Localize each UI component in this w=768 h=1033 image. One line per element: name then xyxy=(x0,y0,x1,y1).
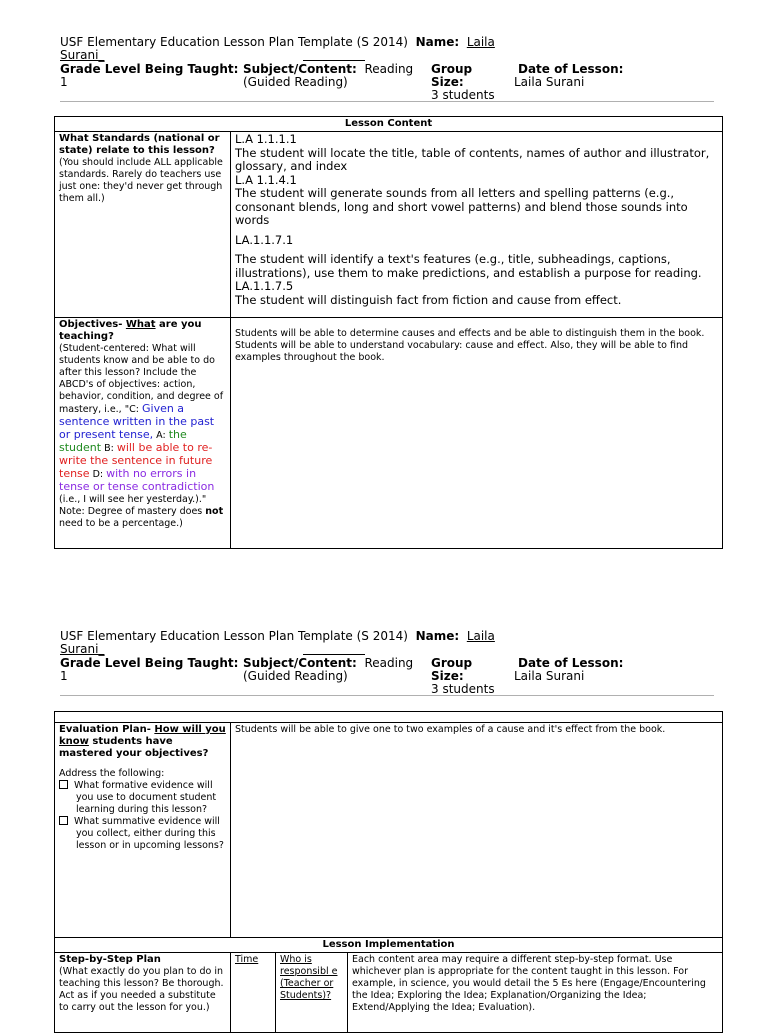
template-title: USF Elementary Education Lesson Plan Template (S 2014) Name: Laila xyxy=(60,35,495,49)
name-underline xyxy=(303,654,365,655)
template-title: USF Elementary Education Lesson Plan Template (S 2014) Name: Laila xyxy=(60,629,495,643)
date-of-lesson: Date of Lesson: Laila Surani xyxy=(514,656,624,683)
header-rule xyxy=(60,695,714,696)
group-size: Group Size: 3 students xyxy=(431,62,495,102)
step-text-cell: Each content area may require a different step-by-step format. Use whichever plan is appropriate for the content taught in this lesson. For example, in science, you would detail the 5 Es here (Engage/Encountering the Idea; Exploring the Idea; Explanation/Organizing the Idea; Extend/Applying the Idea; Evaluation). xyxy=(348,953,723,1033)
lesson-content-heading: Lesson Content xyxy=(55,117,723,132)
evaluation-cell: Students will be able to give one to two examples of a cause and it's effect from the book. xyxy=(231,723,723,938)
date-of-lesson: Date of Lesson: Laila Surani xyxy=(514,62,624,89)
group-size: Group Size: 3 students xyxy=(431,656,495,696)
standards-cell: L.A 1.1.1.1 The student will locate the title, table of contents, names of author and illustrator, glossary, and index L.A 1.1.4.1 The student will generate sounds from all letters and spelling patterns (e.g., consonant blends, long and short vowel patterns) and blend those sounds into words LA.1.1.7.1 The student will identify a text's features (e.g., title, subheadings, captions, illustrations), use them to make predictions, and establish a purpose for reading. LA.1.1.7.5 The student will distinguish fact from fiction and cause from effect. xyxy=(231,132,723,318)
checkbox-icon xyxy=(59,816,68,825)
evaluation-label-cell: Evaluation Plan- How will you know students have mastered your objectives? Address the following: What formative evidence will you use to document student learning during this lesson? What summative evidence will you collect, either during this lesson or in upcoming lessons? xyxy=(55,723,231,938)
formative-bullet: What formative evidence will you use to document student learning during this lesson? xyxy=(59,780,226,816)
checkbox-icon xyxy=(59,780,68,789)
header-rule xyxy=(60,101,714,102)
name-continuation: Surani_ xyxy=(60,48,105,62)
evaluation-table xyxy=(54,711,723,1033)
objectives-label-cell: Objectives- What are you teaching? (Student-centered: What will students know and be able to do after this lesson? Include the ABCD's of objectives: action, behavior, condition, and degree of mastery, i.e., "C: Given a sentence written in the past or present tense, A: the student B: will be able to re-write the sentence in future tense D: with no errors in tense or tense contradiction (i.e., I will see her yesterday.)." Note: Degree of mastery does not need to be a percentage.) xyxy=(55,318,231,549)
lesson-implementation-heading: Lesson Implementation xyxy=(55,938,723,953)
who-cell: Who is responsibl e (Teacher or Students)? xyxy=(276,953,348,1033)
summative-bullet: What summative evidence will you collect, either during this lesson or in upcoming lessons? xyxy=(59,816,226,852)
evaluation-heading xyxy=(55,712,723,723)
step-label-cell: Step-by-Step Plan (What exactly do you plan to do in teaching this lesson? Be thorough. Act as if you needed a substitute to carry out the lesson for you.) xyxy=(55,953,231,1033)
time-cell: Time xyxy=(231,953,276,1033)
objectives-cell: Students will be able to determine causes and effects and be able to distinguish them in the book. Students will be able to understand vocabulary: cause and effect. Also, they will be able to find examples throughout the book. xyxy=(231,318,723,549)
subject-content: Subject/Content: Reading (Guided Reading) xyxy=(243,656,414,683)
name-underline xyxy=(303,60,365,61)
grade-level: Grade Level Being Taught: 1 xyxy=(60,656,239,683)
lesson-content-table xyxy=(54,116,723,549)
grade-level: Grade Level Being Taught: 1 xyxy=(60,62,239,89)
subject-content: Subject/Content: Reading (Guided Reading) xyxy=(243,62,414,89)
standards-label-cell: What Standards (national or state) relate to this lesson? (You should include ALL applicable standards. Rarely do teachers use just one: they'd never get through them all.) xyxy=(55,132,231,318)
name-continuation: Surani_ xyxy=(60,642,105,656)
